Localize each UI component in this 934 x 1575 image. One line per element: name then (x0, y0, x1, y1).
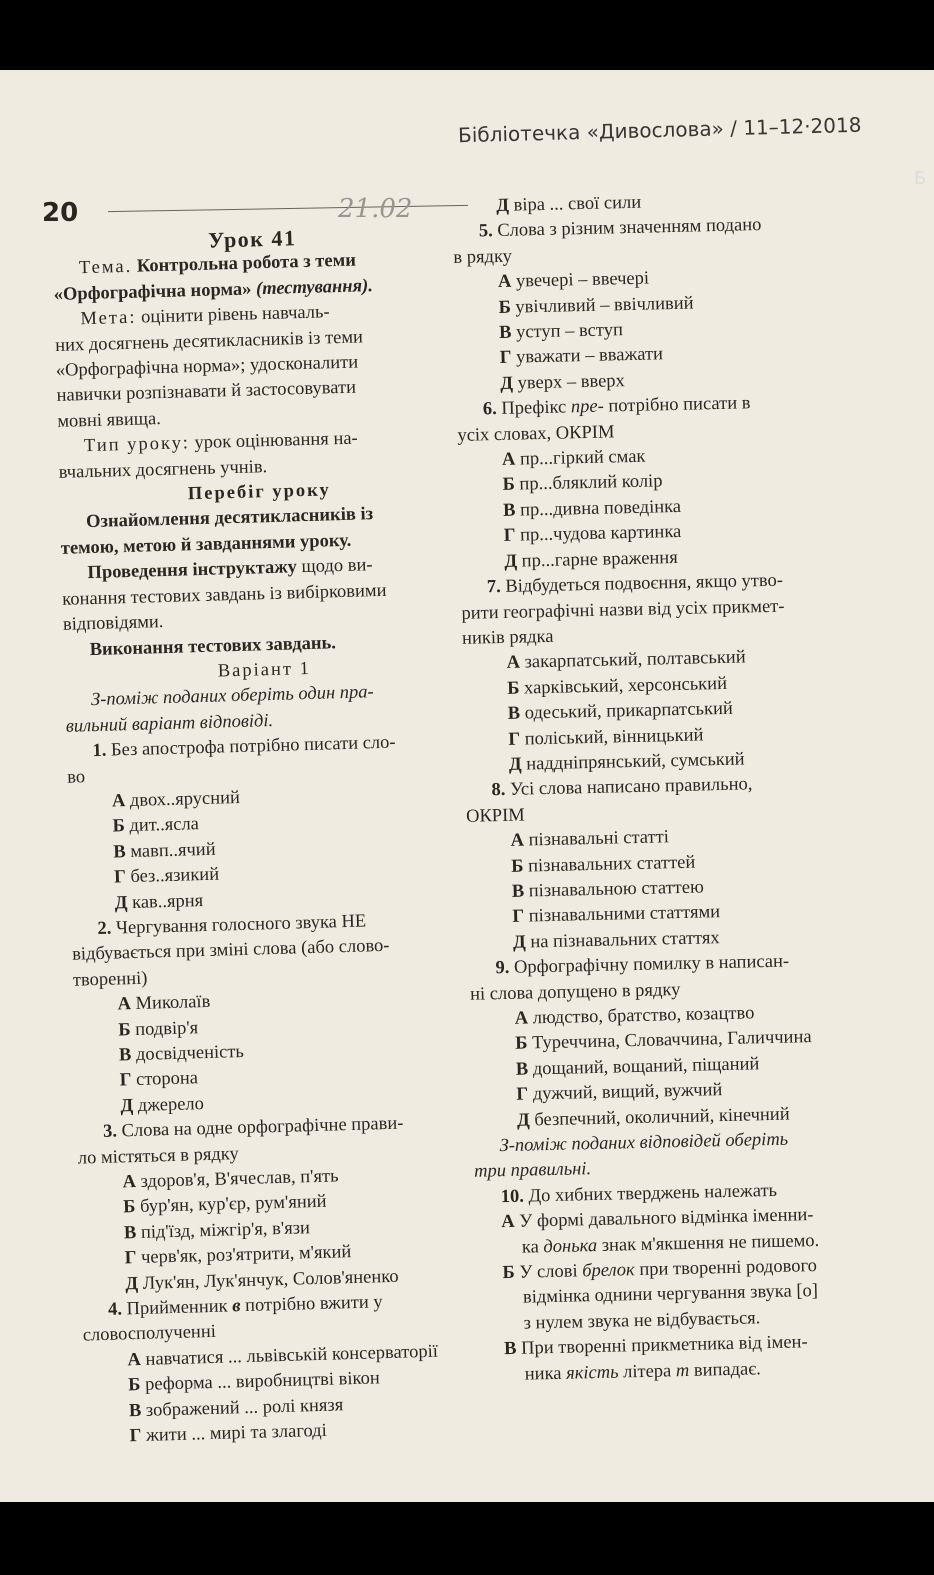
question-text: До хибних тверджень належать (528, 1180, 778, 1207)
option-letter: А (501, 449, 516, 470)
option-text: подвір'я (134, 1017, 199, 1040)
option-text-italic: т (675, 1360, 690, 1381)
q1-options (68, 780, 471, 918)
option-text: пізнавальні статті (528, 827, 670, 851)
option-letter: Б (122, 1197, 136, 1218)
option-text: віра ... свої сили (513, 192, 642, 216)
option-text: навчатися ... львівській консерваторії (145, 1341, 439, 1370)
option-text: під'їзд, міжгір'я, в'язи (140, 1218, 311, 1243)
option-text: У формі давального відмінка іменни- (519, 1205, 814, 1232)
option-text: випадає. (693, 1358, 762, 1381)
question-text: Слова з різним значенням подано (497, 215, 762, 242)
instr-line-3: відповідями. (62, 612, 164, 635)
question-number: 2. (97, 918, 112, 939)
option-text: при творенні родового (639, 1256, 818, 1281)
question-3-cont: ло містяться в рядку (77, 1143, 239, 1169)
option-letter: В (511, 881, 525, 902)
question-7-cont-2: ників рядка (461, 626, 554, 649)
option-text: здоров'я, В'ячеслав, п'ять (140, 1166, 339, 1192)
option-text: досвідченість (135, 1041, 245, 1065)
question-1-cont: во (66, 766, 86, 788)
intro-line-2: темою, метою й завданнями уроку. (60, 530, 352, 559)
option-text-italic: донька (543, 1235, 598, 1257)
handwritten-date: 21.02 (338, 194, 413, 224)
variant-heading: Варіант 1 (217, 658, 312, 682)
option-text: сторона (135, 1068, 199, 1091)
option-text: дит..ясла (129, 814, 200, 837)
lesson-title: Урок 41 (207, 225, 297, 253)
option-text: харківський, херсонський (523, 673, 728, 699)
question-text: Прийменник (126, 1296, 228, 1320)
option-letter: Д (120, 1095, 134, 1117)
goal-text: оцінити рівень навчаль- (140, 302, 330, 328)
question-number: 6. (482, 399, 497, 420)
option-text: джерело (137, 1093, 205, 1116)
option-letter: Д (114, 892, 128, 914)
topic-label: Тема. (78, 257, 133, 279)
option-text: дужчий, вищий, вужчий (532, 1080, 723, 1105)
option-text: При творенні прикметника від імен- (520, 1332, 808, 1360)
option-text: без..язикий (130, 864, 220, 888)
option-text: мавп..ячий (130, 839, 216, 862)
option-letter: В (507, 703, 521, 724)
type-label: Тип уроку: (83, 433, 191, 457)
option-text: пр...дивна поведінка (519, 496, 682, 521)
option-letter: Б (502, 1262, 515, 1284)
question-text: Чергування голосного звука НЕ (115, 911, 367, 939)
q2-options (73, 983, 476, 1121)
option-text: бур'ян, кур'єр, рум'яний (139, 1192, 327, 1218)
option-letter: В (515, 1059, 529, 1080)
option-letter: А (497, 271, 512, 293)
question-text: потрібно вжити у (244, 1292, 383, 1317)
option-text: наддніпрянський, сумський (526, 749, 745, 775)
option-text: Туреччина, Словаччина, Галиччина (531, 1027, 812, 1054)
instr-text: щодо ви- (301, 555, 373, 578)
q8-options (466, 820, 899, 957)
option-text: ника (524, 1363, 562, 1385)
option-text: уважати – вважати (515, 344, 664, 369)
option-text: Лук'ян, Лук'янчук, Солов'яненко (142, 1266, 399, 1294)
option-letter: Д (516, 1110, 530, 1131)
option-letter: Г (512, 906, 525, 928)
option-letter: Г (499, 348, 512, 369)
topic-text-2b: (тестування). (255, 275, 374, 300)
question-2-cont-2: творенні) (72, 968, 148, 991)
option-letter: В (113, 841, 126, 863)
question-number: 9. (495, 958, 510, 979)
option-text: черв'як, роз'ятрити, м'який (140, 1242, 352, 1269)
option-text: увічливий – ввічливий (515, 293, 694, 318)
option-letter: Д (496, 195, 510, 216)
goal-line-4: навички розпізнавати й застосовувати (56, 378, 357, 407)
question-4-cont: словосполученні (82, 1322, 217, 1347)
running-header: Бібліотечка «Дивослова» / 11–12·2018 (457, 112, 862, 148)
option-text-italic: якість (565, 1362, 619, 1384)
option-letter: А (501, 1212, 515, 1233)
option-letter: Г (119, 1070, 132, 1091)
right-column (452, 185, 909, 1389)
option-letter: А (111, 791, 126, 812)
question-text: Слова на одне орфографічне прави- (121, 1113, 404, 1142)
option-text: закарпатський, полтавський (524, 647, 746, 673)
option-letter: А (510, 830, 525, 851)
option-text: зображений ... ролі князя (145, 1395, 344, 1421)
goal-label: Мета: (80, 307, 137, 330)
option-letter: А (514, 1008, 529, 1029)
option-letter: Б (112, 816, 126, 837)
question-number: 8. (491, 780, 506, 801)
option-text: уступ – вступ (515, 320, 624, 343)
option-letter: Б (511, 856, 524, 877)
option-letter: Б (502, 475, 516, 496)
option-text: пр...гіркий смак (519, 446, 646, 470)
question-number: 4. (107, 1299, 123, 1320)
question-7-cont-1: рити географічні назви від усіх прикмет- (461, 596, 785, 624)
question-text: Відбудеться подвоєння, якщо утво- (505, 570, 784, 597)
option-letter: В (118, 1045, 132, 1066)
option-letter: А (122, 1172, 137, 1193)
topic-text-2: «Орфографічна норма» (53, 279, 252, 305)
q9-options (470, 998, 903, 1135)
option-text: пр...чудова картинка (519, 522, 682, 546)
question-number: 10. (500, 1186, 525, 1207)
question-text: потрібно писати в (608, 393, 751, 417)
topic-text: Контрольна робота з теми (136, 250, 357, 278)
option-text: У слові (519, 1261, 578, 1283)
option-letter: Д (500, 373, 514, 394)
option-letter: Б (127, 1375, 141, 1396)
option-letter: Д (504, 551, 518, 572)
option-text: двох..ярусний (129, 787, 241, 811)
type-text: урок оцінювання на- (194, 428, 358, 454)
instruction-line-1: З-поміж поданих оберіть один пра- (90, 682, 374, 711)
option-text: пр...бляклий колір (519, 471, 663, 496)
option-text: Миколаїв (135, 992, 211, 1015)
question-9-cont: ні слова допущено в рядку (469, 979, 681, 1005)
q7-options (462, 642, 895, 779)
option-text: одеський, прикарпатський (524, 698, 734, 724)
option-letter: А (127, 1349, 142, 1371)
question-text: Орфографічну помилку в написан- (513, 951, 790, 978)
option-letter: А (506, 652, 521, 674)
option-letter: Б (118, 1019, 131, 1041)
option-text: увечері – ввечері (515, 268, 650, 292)
q6-options (458, 439, 891, 576)
instr-bold: Проведення інструктажу (87, 557, 298, 584)
question-2-cont-1: відбувається при зміні слова (або слово- (71, 936, 390, 966)
left-column (52, 221, 486, 1451)
question-text: Префікс (501, 397, 567, 420)
instruction-line-2: три правильні. (473, 1159, 592, 1183)
question-8-cont: ОКРІМ (465, 805, 525, 827)
option-letter: В (502, 500, 516, 521)
option-letter: Г (124, 1248, 137, 1269)
option-letter: Г (508, 729, 521, 750)
question-6-cont: усіх словах, ОКРІМ (457, 422, 615, 446)
option-text: пізнавальних статтей (527, 852, 696, 877)
q10-option-b-cont-1: відмінка однини чергування звука [о] (522, 1281, 819, 1309)
option-letter: Г (503, 525, 516, 547)
option-text: пізнавальною статтею (528, 877, 705, 902)
option-text: пр...гарне враження (521, 547, 678, 572)
option-text: поліський, вінницький (524, 724, 704, 750)
goal-line-5: мовні явища. (57, 408, 162, 432)
option-letter: Б (498, 297, 512, 318)
option-letter: Г (516, 1084, 529, 1105)
intro-line-1: Ознайомлення десятикласників із (85, 504, 374, 533)
question-number: 1. (92, 740, 107, 762)
question-number: 7. (486, 577, 502, 598)
q4-options (83, 1338, 486, 1451)
option-letter: В (503, 1339, 517, 1360)
question-text: Без апострофа потрібно писати сло- (110, 732, 396, 761)
question-text: Усі слова написано правильно, (509, 774, 753, 801)
instr-line-2: конання тестових завдань із вибірковими (61, 580, 387, 610)
q3-options (78, 1160, 481, 1298)
option-text: безпечний, околичний, кінечний (534, 1104, 790, 1130)
option-text: людство, братство, козацтво (532, 1003, 755, 1029)
option-text: уверх – вверх (517, 370, 626, 394)
question-number: 5. (478, 221, 493, 242)
question-text-italic: пре- (570, 396, 604, 418)
question-5-cont: в рядку (453, 246, 513, 268)
header-rule (108, 205, 468, 212)
option-text: жити ... мирі та злагоді (145, 1420, 327, 1446)
option-letter: Д (508, 754, 522, 775)
option-letter: А (117, 994, 132, 1015)
option-text-italic: брелок (582, 1260, 635, 1282)
option-text: на пізнавальних статтях (530, 927, 720, 953)
goal-line-2: них досягнень десятикласників із теми (54, 326, 364, 356)
progress-title: Перебіг уроку (187, 480, 332, 505)
instruction-line-1: З-поміж поданих відповідей оберіть (499, 1129, 789, 1157)
option-text: реформа ... виробництві вікон (144, 1368, 380, 1396)
goal-line-3: «Орфографічна норма»; удосконалити (55, 352, 359, 381)
option-text: знак м'якшення не пишемо. (601, 1230, 820, 1256)
q5-options (454, 261, 887, 398)
q10-option-b-cont-2: з нулем звука не відбувається. (523, 1308, 761, 1334)
option-text: літера (622, 1361, 672, 1383)
option-text: пізнавальними статтями (528, 902, 721, 927)
option-text: кав..ярня (131, 890, 204, 913)
exec-heading: Виконання тестових завдань. (89, 632, 337, 660)
page-number: 20 (42, 198, 79, 228)
option-letter: В (123, 1222, 137, 1244)
option-letter: В (498, 322, 512, 343)
option-letter: В (128, 1400, 142, 1421)
type-line-2: вчальних досягнень учнів. (58, 456, 268, 483)
option-letter: Б (506, 678, 520, 699)
option-letter: Г (113, 867, 127, 888)
textbook-page (0, 70, 934, 1502)
option-text: дощаний, вощаний, піщаний (532, 1054, 760, 1080)
option-letter: Д (512, 932, 526, 953)
question-number: 3. (102, 1121, 118, 1143)
option-text: ка (521, 1236, 540, 1258)
next-page-edge-letter: Б (914, 168, 927, 189)
option-letter: Г (129, 1426, 142, 1447)
instruction-line-2: вильний варіант відповіді. (65, 710, 274, 737)
option-letter: Б (515, 1033, 528, 1055)
question-text-italic: в (231, 1296, 241, 1317)
option-letter: Д (125, 1273, 139, 1295)
